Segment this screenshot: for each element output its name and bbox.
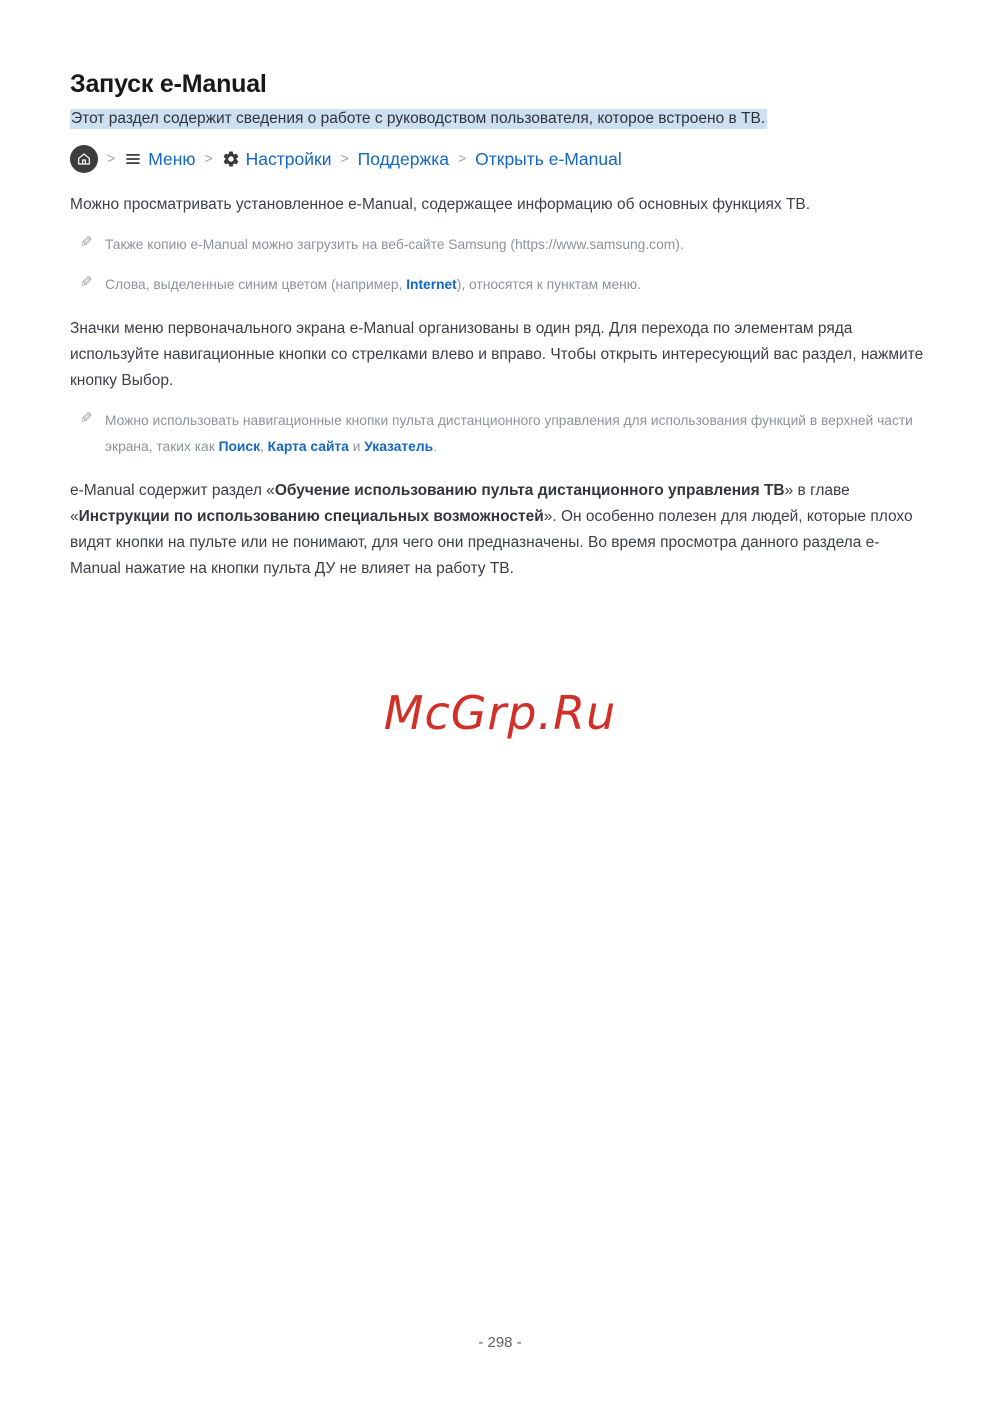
breadcrumb-separator: > xyxy=(457,150,467,166)
breadcrumb-separator: > xyxy=(340,150,349,166)
para-text: ». Он особенно полезен для людей, которые плохо видят кнопки на пульте или не понимают, для чего они предназначены. Во время просмотра данного раздела e-Manual нажатие на кнопки пульта ДУ не влияет на работу ТВ. xyxy=(70,508,913,577)
para-bold-accessibility-guide: Инструкции по использованию специальных возможностей xyxy=(78,508,544,525)
pencil-icon: ✎ xyxy=(80,410,93,427)
paragraph-menu-icons: Значки меню первоначального экрана e-Manual организованы в один ряд. Для перехода по элементам ряда используйте навигационные кнопки со стрелками влево и вправо. Чтобы открыть интересующий вас раздел, нажмите кнопку Выбор. xyxy=(70,320,924,389)
breadcrumb-item-open-emanual[interactable]: Открыть e-Manual xyxy=(475,148,622,169)
breadcrumb-label-settings: Настройки xyxy=(245,148,332,169)
note-text-post: . xyxy=(433,439,437,454)
breadcrumb-item-support[interactable]: Поддержка xyxy=(357,148,449,169)
note-download xyxy=(80,232,925,258)
note-text xyxy=(105,272,641,298)
internet-link[interactable]: Internet xyxy=(406,277,457,292)
para-text: » в главе « xyxy=(70,482,850,525)
pencil-icon: ✎ xyxy=(80,274,93,291)
breadcrumb-item-menu[interactable] xyxy=(124,149,195,170)
paragraph-intro: Можно просматривать установленное e-Manual, содержащее информацию об основных функциях ТВ. xyxy=(70,196,811,213)
page-number: - 298 - xyxy=(478,1334,522,1351)
page-title: Запуск e-Manual xyxy=(70,70,267,98)
note-text-post: ), относятся к пунктам меню. xyxy=(456,277,641,292)
home-icon xyxy=(76,151,92,167)
menu-icon xyxy=(124,150,142,168)
note-text: Также копию e-Manual можно загрузить на веб-сайте Samsung (https://www.samsung.com). xyxy=(105,237,684,252)
paragraph-accessibility xyxy=(70,478,930,582)
para-bold-remote-guide: Обучение использованию пульта дистанционного управления ТВ xyxy=(274,482,785,499)
note-text-sep: и xyxy=(348,439,365,454)
note-text-pre: Можно использовать навигационные кнопки пульта дистанционного управления для использования функций в верхней части экрана, таких как xyxy=(105,413,913,454)
subtitle-row xyxy=(70,108,930,129)
para-text: e-Manual содержит раздел « xyxy=(70,482,275,499)
breadcrumb-item-settings[interactable] xyxy=(222,149,332,170)
breadcrumb-separator: > xyxy=(204,150,213,166)
watermark: McGrp.Ru xyxy=(383,686,617,740)
note-nav-buttons xyxy=(80,408,925,460)
content-area xyxy=(0,0,1000,582)
note-blue-words xyxy=(80,272,925,298)
gear-icon xyxy=(222,150,240,168)
note-text-sep: , xyxy=(259,439,268,454)
breadcrumb-label-menu: Меню xyxy=(148,148,196,169)
breadcrumb-separator: > xyxy=(107,150,116,166)
note-text xyxy=(105,408,925,460)
sitemap-link[interactable]: Карта сайта xyxy=(267,439,349,454)
home-button[interactable] xyxy=(70,145,98,173)
search-link[interactable]: Поиск xyxy=(218,439,260,454)
breadcrumb xyxy=(70,145,930,173)
note-text-pre: Слова, выделенные синим цветом (например, xyxy=(105,277,407,292)
page-subtitle-highlighted: Этот раздел содержит сведения о работе с руководством пользователя, которое встроено в ТВ. xyxy=(71,110,766,127)
index-link[interactable]: Указатель xyxy=(364,439,434,454)
pencil-icon: ✎ xyxy=(80,234,93,251)
